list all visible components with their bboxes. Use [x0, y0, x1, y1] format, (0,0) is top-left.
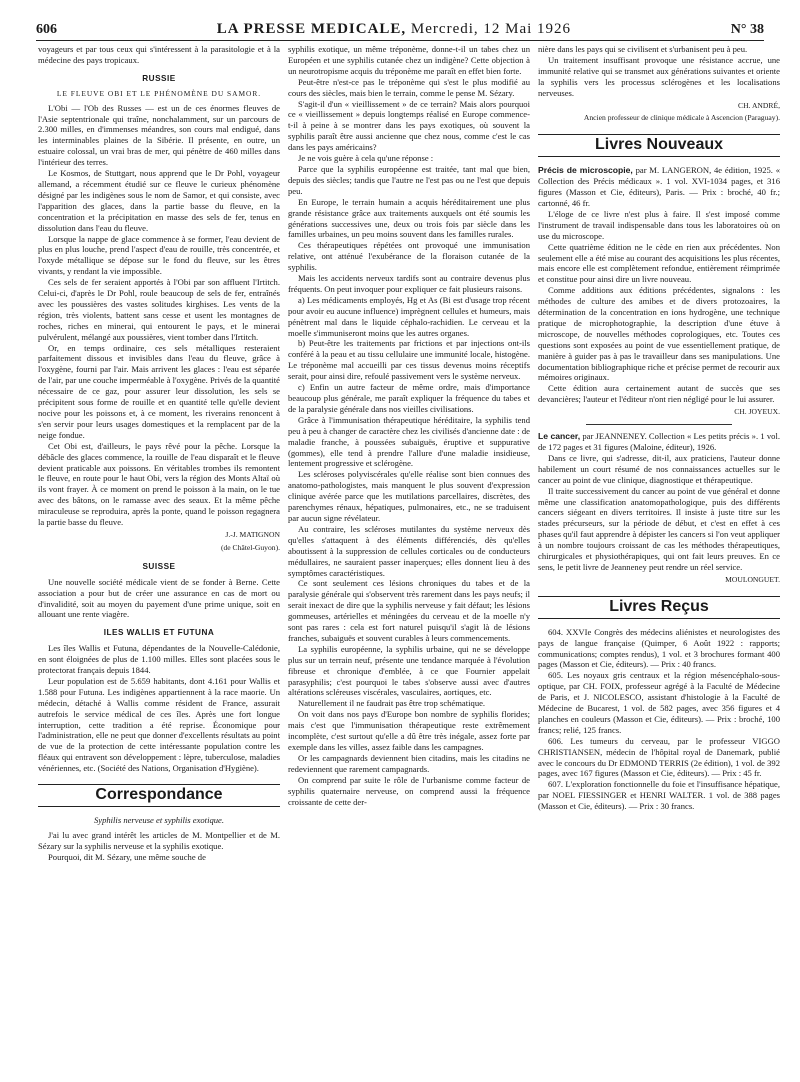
section-subheading: LE FLEUVE OBI ET LE PHÉNOMÈNE DU SAMOR. [56, 88, 262, 98]
paragraph: Or les campagnards deviennent bien citadins, mais les citadins ne redeviennent que rarement campagnards. [288, 752, 530, 774]
paragraph: Or, en temps ordinaire, ces sels métalliques resteraient parfaitement dissous et invisibles dans l'eau du fleuve, grâce à l'oxygène, fourni par l'air. Mais arrivent les glaces : l'eau est séparée de l'air, par une couche imperméable à l'oxygène. Privés de la quantité nécessaire de ce gaz, pour assurer leur dissolution, les sels se précipitent sous forme de rouille et en quantité telle qu'elle devient nocive pour les poissons et, à ce moment, les riverains renoncent à s'en servir pour leurs usages domestiques et la remplacent par de la neige fondue. [38, 342, 280, 440]
author-signature: CH. ANDRÉ, [738, 100, 780, 110]
paragraph: b) Peut-être les traitements par frictions et par injections ont-ils conféré à la peau et au tissu cellulaire une immunité locale, histogène. Le tréponème mal accueilli par ces tissus devenus moins réceptifs serait, pour ainsi dire, refoulé passivement vers le système nerveux. [288, 338, 530, 382]
paragraph: Les scléroses polyviscérales qu'elle réalise sont bien connues des anatomo-pathologistes, mais manquent le plus souvent d'expression clinique avérée parce que les mutilations parcellaires, discrètes, des parenchymes rénaux, hépatiques, pulmonaires, etc., ne se traduisent par aucun signe révélateur. [288, 469, 530, 523]
paragraph: En Europe, le terrain humain a acquis héréditairement une plus grande résistance grâce aux traitements auxquels ont été soumis les générations successives une, deux ou trois fois par siècle dans les familles urbaines, un peu moins souvent dans les familles rurales. [288, 196, 530, 240]
paragraph: Grâce à l'immunisation thérapeutique héréditaire, la syphilis tend peu à peu à changer de caractère chez les civilisés d'ancienne date : de maladie franche, à poussées subaiguës, éruptive et suppurative (gommes), elle tend à prendre l'allure d'une maladie insidieuse, lentement progressive et sclérogène. [288, 414, 530, 469]
paragraph: Leur population est de 5.659 habitants, dont 4.161 pour Wallis et 1.588 pour Futuna. Les indigènes appartiennent à la race maorie. Un médecin, détaché à Wallis comme résident de France, assurait autrefois le service médical de ces îles. Après une fort longue interruption, cette tradition a été reprise. Économique pour l'administration, elle ne peut que donner d'excellents résultats au point de vue de la protection de cette intéressante population contre les fléaux qui entravent son développement : lèpre, tuberculose, maladies vénériennes, etc. (Société des Nations, Organisation d'Hygiène). [38, 675, 280, 774]
paragraph: J'ai lu avec grand intérêt les articles de M. Montpellier et de M. Sézary sur la syphilis nerveuse et la syphilis exotique. [38, 829, 280, 851]
section-heading-suisse: SUISSE [142, 561, 176, 571]
paragraph: S'agit-il d'un « vieillissement » de ce terrain? Mais alors pourquoi ce « vieillissement » depuis longtemps réalisé en Europe commence-t-il à peine à se montrer dans les pays exotiques, où souvent la syphilis paraît être aussi ancienne que chez nous, comme c'est le cas dans les pays américains? [288, 98, 530, 153]
paragraph: Cette quatrième édition ne le cède en rien aux précédentes. Non seulement elle a été mise au courant des acquisitions les plus récentes, mais encore elle est complètement refondue, entièrement réimprimée et constitue pour ainsi dire un livre nouveau. [538, 241, 780, 285]
paragraph: Le Kosmos, de Stuttgart, nous apprend que le Dr Pohl, voyageur allemand, a récemment étudié sur ce fleuve le curieux phénomène désigné par les indigènes sous le nom de Samor, et qui consiste, avec l'apparition des glaces, dans la partie basse du fleuve, en la concentration et la précipitation en masse des sels de fer, tenus en dissolution dans l'eau du fleuve. [38, 168, 280, 233]
paragraph: Un traitement insuffisant provoque une résistance accrue, une immunité relative qui se transmet aux générations suivantes et oriente la syphilis vers les processus sclérogènes et les localisations nerveuses. [538, 54, 780, 98]
issue-number: N° 38 [730, 22, 764, 37]
paragraph: Mais les accidents nerveux tardifs sont au contraire devenus plus fréquents. On peut invoquer pour expliquer ce fait plusieurs raisons. [288, 273, 530, 294]
book-reference: par M. LANGERON, 4e édition, 1925. « Collection des Précis médicaux ». 1 vol. XVI-1034 pages, et 316 figures (Masson et Cie, éditeurs), Paris. — Prix : broché, 40 fr.; cartonné, 46 fr. [538, 165, 780, 208]
book-entry [538, 431, 780, 453]
paragraph: Les îles Wallis et Futuna, dépendantes de la Nouvelle-Calédonie, en sont éloignées de plus de 1.100 milles. Elles sont placées sous le protectorat français depuis 1844. [38, 643, 280, 676]
livres-nouveaux-heading: Livres Nouveaux [538, 134, 780, 157]
paragraph: On voit dans nos pays d'Europe bon nombre de syphilis florides; mais c'est que l'immunisation thérapeutique reste extrêmement incomplète, c'est surtout qu'elle a dû être très inégale, assez forte par exemple dans les villes, assez faible dans les campagnes. [288, 709, 530, 752]
paragraph: Il traite successivement du cancer au point de vue général et donne même une classification anatomopathologique, puis des différents cancers siégeant en divers territoires. Il insiste à juste titre sur les stades précurseurs, sur la période de début, et c'est en effet à ces phases qu'il faut apprendre à dépister les cancers si l'on veut appliquer à un nombre toujours croissant de cas les méthodes thérapeutiques, chirurgicales et physiothérapiques, qui ont fait leurs preuves. En ce sens, le petit livre de Jeanneney peut rendre un réel service. [538, 485, 780, 572]
journal-title [217, 21, 571, 38]
paragraph: Dans ce livre, qui s'adresse, dit-il, aux praticiens, l'auteur donne habilement un court résumé de nos connaissances actuelles sur le cancer au point de vue clinique, diagnostique et thérapeutique. [538, 452, 780, 485]
received-book-entry: 605. Les noyaux gris centraux et la région mésencéphalo-sous-optique, par CH. FOIX, professeur agrégé à la Faculté de Médecine de Paris, et J. NICOLESCO, assistant d'histologie à la Faculté de Médecine de Bucarest, 1 vol. de 582 pages, avec 356 figures et 4 planches en couleurs (Masson et Cie, éditeurs). — Prix : broché, 100 francs; relié, 125 francs. [538, 670, 780, 735]
paragraph: Je ne vois guère à cela qu'une réponse : [298, 153, 434, 164]
paragraph: Ces sels de fer seraient apportés à l'Obi par son affluent l'Irtitch. Celui-ci, d'après le Dr Pohl, roule beaucoup de sels de fer, entraînés avec les poussières des vastes solitudes kirghises. Les vents de la région, très violents, battent sans cesse et usent les montagnes de roches, riches en minerai, qui entourent le pays, et le minerai pulvérulent, mélangé aux poussières, vient tomber dans l'Irtitch. [38, 277, 280, 342]
paragraph: Cette édition aura certainement autant de succès que ses devancières; l'auteur et l'éditeur n'ont rien négligé pour le lui assurer. [538, 383, 780, 405]
author-affiliation: Ancien professeur de clinique médicale à Ascencion (Paraguay). [583, 113, 780, 123]
paragraph: Lorsque la nappe de glace commence à se former, l'eau devient de plus en plus louche, prend l'aspect d'eau de rouille, très concentrée, et l'oxyde métallique se dépose sur le fond du fleuve, sur les êtres vivants, y rendant la vie impossible. [38, 233, 280, 277]
paragraph: Pourquoi, dit M. Sézary, une même souche de [48, 851, 206, 862]
paragraph: a) Les médicaments employés, Hg et As (Bi est d'usage trop récent pour avoir eu aucune influence) imprègnent cellules et humeurs, mais pénètrent mal dans le liquide céphalo-rachidien. Le cerveau et la moelle s'immuniseront moins que les autres organes. [288, 294, 530, 338]
paragraph: L'Obi — l'Ob des Russes — est un de ces énormes fleuves de l'Asie septentrionale qui traîne, nonchalamment, sur un parcours de 2.300 milles, en d'immenses méandres, son cours mal endigué, dans les interminables plaines de la Sibérie. Il présente, en outre, un estuaire colossal, un vrai bras de mer, qui pénètre de 460 milles dans l'intérieur des terres. [38, 102, 280, 168]
divider [586, 424, 731, 425]
paragraph: Ce sont seulement ces lésions chroniques du tabes et de la paralysie générale qui s'observent très rarement dans les pays neufs; il serait inexact de dire que la syphilis nerveuse y fait défaut; les lésions gommeuses, artérielles et méningées du cerveau et de la moelle n'y sont pas rares : cela est fort naturel puisqu'il s'agit là de lésions franches, subaiguës et souvent curables à leurs commencements. [288, 578, 530, 643]
book-title: Le cancer, [538, 431, 581, 442]
paragraph: L'éloge de ce livre n'est plus à faire. Il s'est imposé comme l'instrument de travail indispensable dans tous les laboratoires où on use du microscope. [538, 208, 780, 241]
paragraph: voyageurs et par tous ceux qui s'intéressent à la parasitologie et à la médecine des pays tropicaux. [38, 44, 280, 65]
journal-name: LA PRESSE MEDICALE, [216, 21, 407, 37]
paragraph: syphilis exotique, un même tréponème, donne-t-il un tabes chez un Européen et une syphilis cutanée chez un indigène? Cette objection à un neurotropisme acquis du tréponème me paraît en effet bien forte. [288, 44, 530, 76]
paragraph: Ces thérapeutiques répétées ont provoqué une immunisation relative, ont atténué l'exubérance de la floraison cutanée de la syphilis. [288, 240, 530, 273]
paragraph: nière dans les pays qui se civilisent et s'urbanisent peu à peu. [538, 44, 748, 54]
paragraph: Parce que la syphilis européenne est traitée, tant mal que bien, depuis des siècles; tandis que l'autre ne l'est pas ou ne l'est que depuis peu. [288, 163, 530, 196]
paragraph: c) Enfin un autre facteur de même ordre, mais d'importance beaucoup plus générale, me paraît expliquer la fréquence du tabes et de la paralysie générale dans nos vieilles civilisations. [288, 382, 530, 414]
received-book-entry: 604. XXVIe Congrès des médecins aliénistes et neurologistes des pays de langue française (Quimper, 6 Août 1922 : rapports; communications; comptes rendus), 1 vol. et 3 brochures formant 400 pages (Masson et Cie, éditeurs). — Prix : 40 francs. [538, 626, 780, 670]
livres-recus-heading: Livres Reçus [538, 596, 780, 619]
page-header [36, 12, 764, 41]
paragraph: Naturellement il ne faudrait pas être trop schématique. [298, 698, 486, 709]
section-heading-russie: RUSSIE [142, 73, 176, 83]
paragraph: Peut-être n'est-ce pas le tréponème qui s'est le plus modifié au cours des siècles, mais bien le terrain, comme le pense M. Sézary. [288, 76, 530, 98]
author-affiliation: (de Châtel-Guyon). [220, 542, 280, 552]
column-2 [288, 44, 530, 807]
paragraph: La syphilis européenne, la syphilis urbaine, qui ne se développe plus sur un terrain neuf, présente une tendance marquée à l'évolution fibreuse et chronique d'emblée, à ce que Fournier appelait parasyphilis; c'est pourquoi le tabes s'observe aussi avec d'autres altérations scléreuses viscérales, vasculaires, aortiques, etc. [288, 643, 530, 698]
column-3 [538, 44, 780, 812]
paragraph: On comprend par suite le rôle de l'urbanisme comme facteur de syphilis quaternaire nerveuse, on comprend aussi la fréquence croissante de cette der- [288, 774, 530, 807]
book-reference: par JEANNENEY. Collection « Les petits précis ». 1 vol. de 172 pages et 31 figures (Maloine, éditeur), 1926. [538, 431, 780, 452]
correspondance-heading: Correspondance [38, 784, 280, 807]
paragraph: Une nouvelle société médicale vient de se fonder à Berne. Cette association a pour but de créer une assurance en cas de mort ou d'invalidité, soit au moyen du payement d'une prime unique, soit en allouant une rente viagère. [38, 576, 280, 620]
paragraph: Cet Obi est, d'ailleurs, le pays rêvé pour la pêche. Lorsque la débâcle des glaces commence, la rouille de l'eau disparaît et le fleuve devient praticable aux poissons. En véritables trombes ils remontent le fleuve, en route pour le haut Obi, vers la région des Monts Altaï où ils vont frayer. À ce moment on prend le poisson à la main, on le tue avec des bâtons, on le ramasse avec des seaux. Et la même pêche miraculeuse se reproduira, après la ponte, quand le poisson regagnera la partie basse du fleuve. [38, 440, 280, 528]
book-entry [538, 165, 780, 209]
received-book-entry: 606. Les tumeurs du cerveau, par le professeur VIGGO CHRISTIANSEN, médecin de l'hôpital royal de Danemark, publié avec le concours du Dr EDMOND TERRIS (2e édition), 1 vol. de 392 pages, avec 167 figures (Masson et Cie, éditeurs). — Prix : 45 fr. [538, 735, 780, 779]
column-1 [38, 44, 280, 863]
author-signature: J.-J. MATIGNON [225, 529, 280, 539]
received-book-entry: 607. L'exploration fonctionnelle du foie et l'insuffisance hépatique, par NOEL FIESSINGER et HENRI WALTER. 1 vol. de 388 pages (Masson et Cie, éditeurs). — Prix : 30 francs. [538, 779, 780, 812]
reviewer-signature: CH. JOYEUX. [734, 407, 780, 417]
issue-date: Mercredi, 12 Mai 1926 [410, 21, 572, 37]
paragraph: Au contraire, les scléroses mutilantes du système nerveux dès qu'elles s'attaquent à des éléments différenciés, dès qu'elles aboutissent à la suppression de cellules corticales ou de conducteurs médullaires, ne sauraient passer inaperçues; elles donnent lieu à des symptômes caractéristiques. [288, 523, 530, 578]
book-title: Précis de microscopie, [538, 165, 633, 176]
article-title: Syphilis nerveuse et syphilis exotique. [93, 815, 225, 825]
page-number: 606 [36, 22, 57, 37]
reviewer-signature: MOULONGUET. [725, 574, 780, 584]
section-heading-wallis: ILES WALLIS ET FUTUNA [103, 628, 215, 638]
paragraph: Comme additions aux éditions précédentes, signalons : les méthodes de culture des amibes et de divers protozoaires, la détermination de la concentration en ions hydrogène, une technique pratique de microphotographie, la description d'une étuve à microscope, de nouvelles méthodes coprologiques, etc. Toutes ces questions sont exposées au point de vue essentiellement pratique, de manière à guider pas à pas le travailleur dans ses manipulations. Une documentation bibliographique riche et précise permet de recourir aux mémoires originaux. [538, 285, 780, 383]
